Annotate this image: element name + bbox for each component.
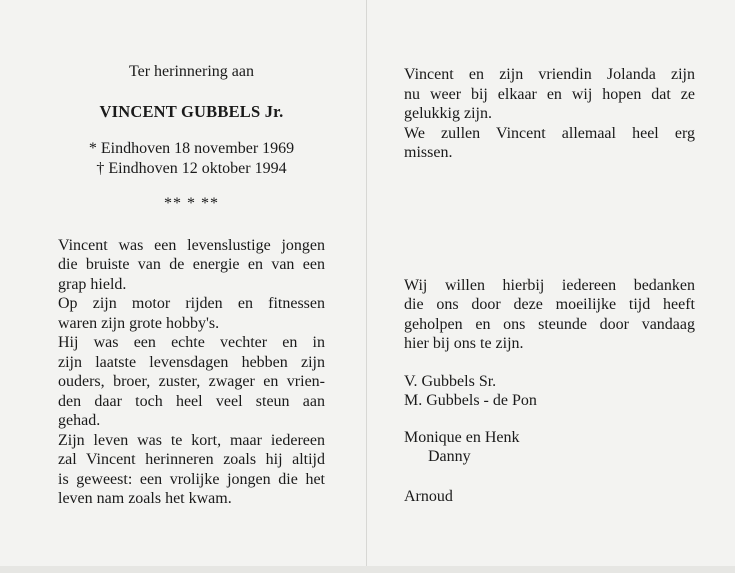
signatories <box>404 372 695 411</box>
text-line: die bruiste van de energie en van een <box>58 256 325 273</box>
text-line: zal Vincent herinneren zoals hij altijd <box>58 451 325 468</box>
text-line: is geweest: een vrolijke jongen die het <box>58 470 325 488</box>
text-line: Zijn leven was te kort, maar iedereen <box>58 431 325 449</box>
text-line: Vincent was een levenslustige jongen <box>58 236 325 254</box>
separator-stars: ** * ** <box>164 195 219 212</box>
text-line: gehad. <box>58 412 101 429</box>
family-line-2: Danny <box>428 448 471 465</box>
text-line: missen. <box>404 144 453 161</box>
text-line: nu weer bij elkaar en wij hopen dat ze <box>404 85 695 103</box>
text-line: geholpen en ons steunde door vandaag <box>404 315 695 333</box>
closing-paragraph <box>404 65 695 163</box>
text-line: gelukkig zijn. <box>404 105 492 122</box>
text-line: leven nam zoals het kwam. <box>58 490 232 507</box>
left-panel <box>58 62 325 509</box>
text-line: den daar toch heel veel steun aan <box>58 392 325 410</box>
dates-block <box>58 139 325 178</box>
family-names <box>404 428 695 507</box>
death-line: † Eindhoven 12 oktober 1994 <box>96 159 287 177</box>
text-line: ouders, broer, zuster, zwager en vrien- <box>58 373 325 390</box>
text-line: Vincent en zijn vriendin Jolanda zijn <box>404 66 695 83</box>
signatory-father: V. Gubbels Sr. <box>404 372 497 390</box>
text-line: die ons door deze moeilijke tijd heeft <box>404 296 695 313</box>
birth-line: * Eindhoven 18 november 1969 <box>88 140 295 157</box>
text-line: grap hield. <box>58 275 127 293</box>
text-line: Op zijn motor rijden en fitnessen <box>58 295 325 312</box>
text-line: We zullen Vincent allemaal heel erg <box>404 124 695 142</box>
intro-text: Ter herinnering aan <box>128 63 255 80</box>
thanks-paragraph <box>404 276 695 354</box>
family-line-1: Monique en Henk <box>404 428 520 446</box>
card-fold-line <box>366 0 367 573</box>
text-line: waren zijn grote hobby's. <box>58 314 220 332</box>
right-panel <box>404 65 695 506</box>
text-line: hier bij ons te zijn. <box>404 335 524 352</box>
text-line: zijn laatste levensdagen hebben zijn <box>58 353 325 371</box>
signatory-mother: M. Gubbels - de Pon <box>404 392 537 409</box>
card-bottom-edge <box>0 566 735 573</box>
text-line: Wij willen hierbij iedereen bedanken <box>404 276 695 294</box>
text-line: Hij was een echte vechter en in <box>58 334 325 351</box>
deceased-name: VINCENT GUBBELS Jr. <box>99 101 284 121</box>
memorial-text <box>58 236 325 509</box>
family-line-3: Arnoud <box>404 487 453 505</box>
